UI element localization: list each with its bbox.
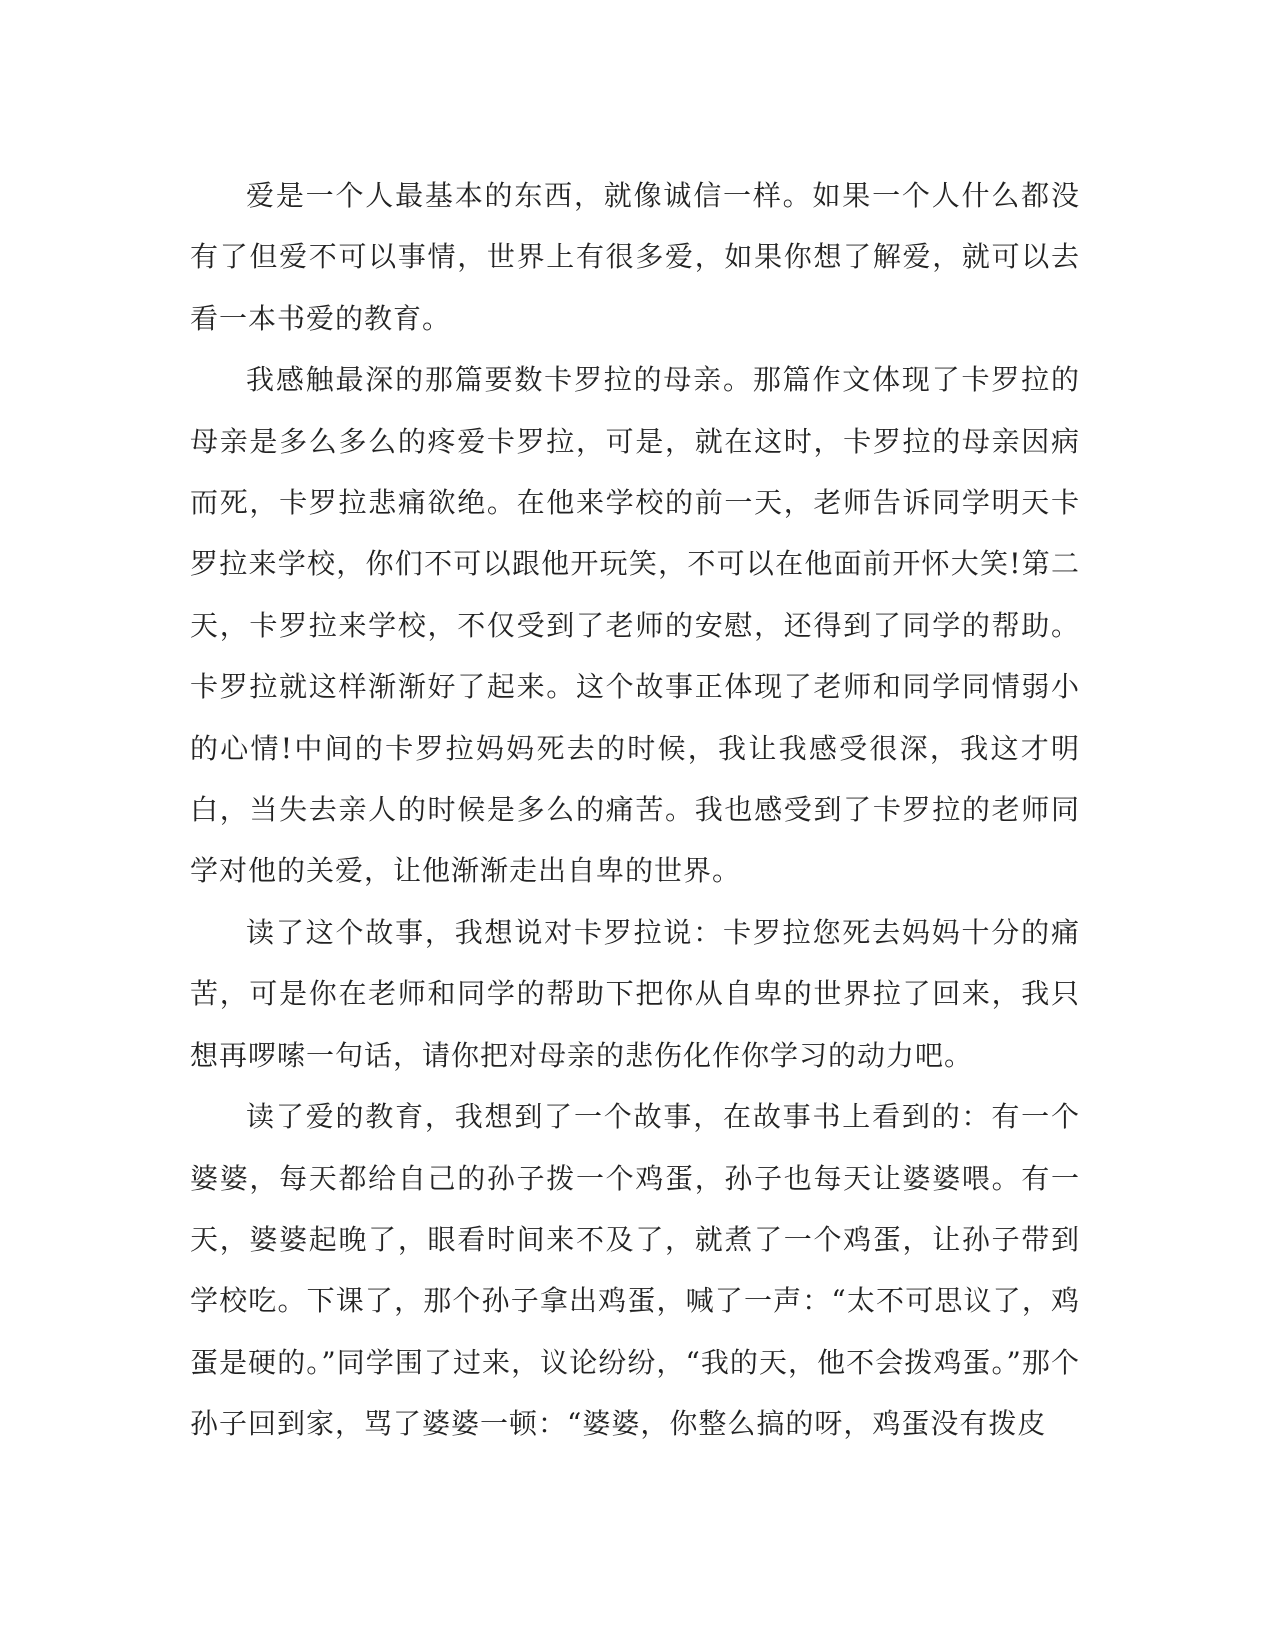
paragraph-4: 读了爱的教育，我想到了一个故事，在故事书上看到的：有一个婆婆，每天都给自己的孙子拨一个鸡蛋，孙子也每天让婆婆喂。有一天，婆婆起晚了，眼看时间来不及了，就煮了一个鸡蛋，让孙子带到学校吃。下课了，那个孙子拿出鸡蛋，喊了一声：“太不可思议了，鸡蛋是硬的。”同学围了过来，议论纷纷，“我的天，他不会拨鸡蛋。”那个孙子回到家，骂了婆婆一顿：“婆婆，你整么搞的呀，鸡蛋没有拨皮 — [190, 1100, 1080, 1441]
document-body — [190, 165, 1080, 1455]
paragraph-1: 爱是一个人最基本的东西，就像诚信一样。如果一个人什么都没有了但爱不可以事情，世界上有很多爱，如果你想了解爱，就可以去看一本书爱的教育。 — [190, 179, 1080, 335]
paragraph-3: 读了这个故事，我想说对卡罗拉说：卡罗拉您死去妈妈十分的痛苦，可是你在老师和同学的帮助下把你从自卑的世界拉了回来，我只想再啰嗦一句话，请你把对母亲的悲伤化作你学习的动力吧。 — [190, 915, 1080, 1072]
paragraph-2: 我感触最深的那篇要数卡罗拉的母亲。那篇作文体现了卡罗拉的母亲是多么多么的疼爱卡罗拉，可是，就在这时，卡罗拉的母亲因病而死，卡罗拉悲痛欲绝。在他来学校的前一天，老师告诉同学明天卡罗拉来学校，你们不可以跟他开玩笑，不可以在他面前开怀大笑!第二天，卡罗拉来学校，不仅受到了老师的安慰，还得到了同学的帮助。卡罗拉就这样渐渐好了起来。这个故事正体现了老师和同学同情弱小的心情!中间的卡罗拉妈妈死去的时候，我让我感受很深，我这才明白，当失去亲人的时候是多么的痛苦。我也感受到了卡罗拉的老师同学对他的关爱，让他渐渐走出自卑的世界。 — [190, 363, 1080, 888]
